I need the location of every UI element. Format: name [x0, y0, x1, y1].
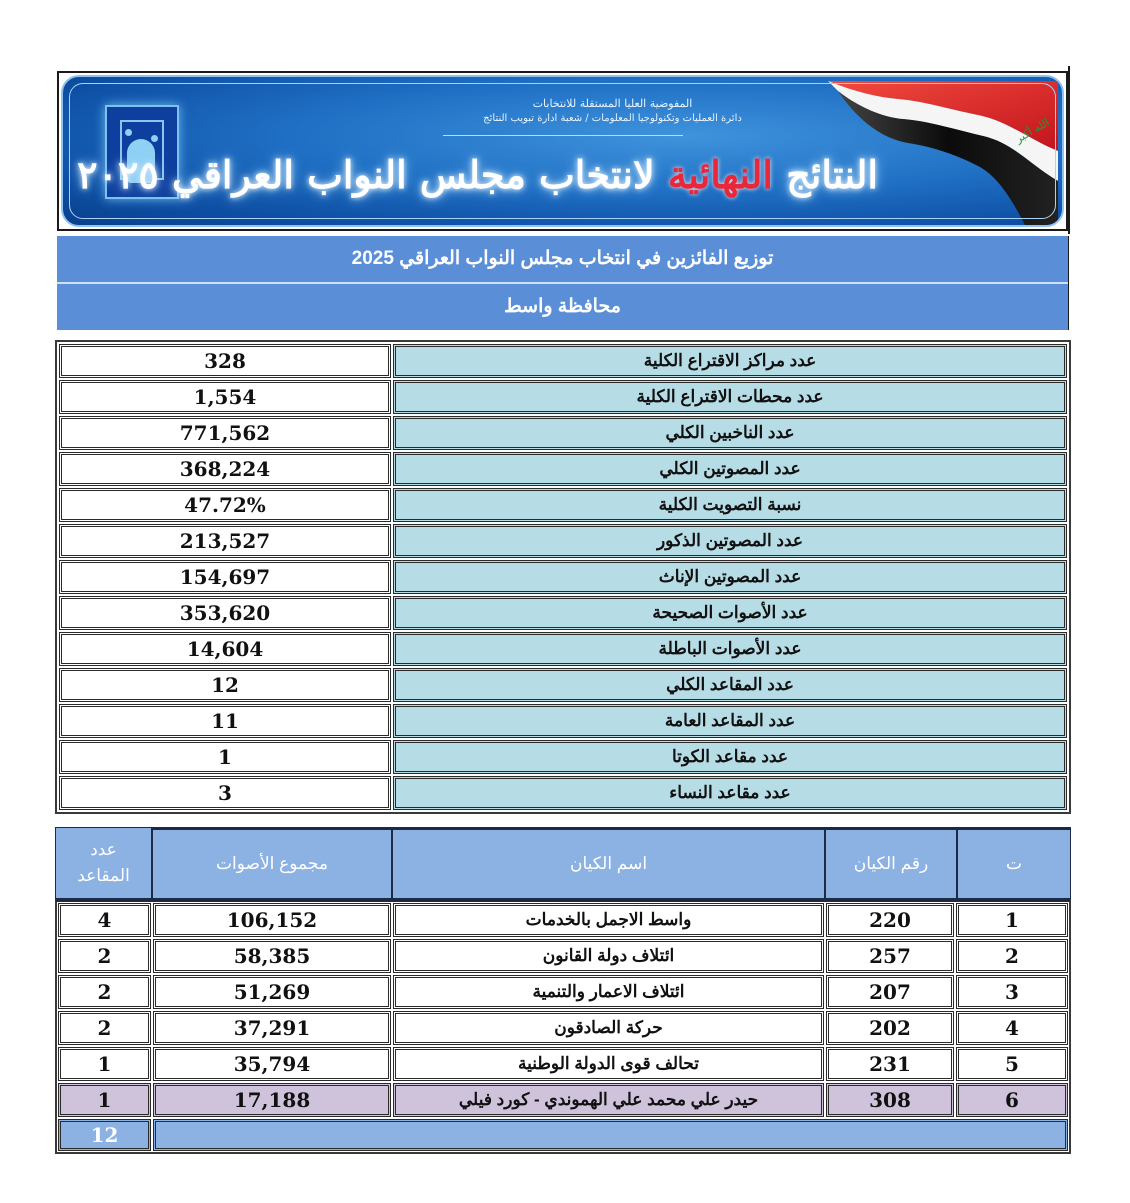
- stat-label: عدد المصوتين الكلي: [393, 452, 1067, 486]
- stat-row: [58, 559, 1068, 595]
- cell-entity-name: ائتلاف الاعمار والتنمية: [393, 975, 824, 1009]
- stat-value: 1,554: [59, 380, 391, 414]
- stat-row: [58, 595, 1068, 631]
- cell-seats: 4: [58, 903, 151, 937]
- stats-table: [55, 340, 1071, 814]
- cell-entity-number: 202: [826, 1011, 954, 1045]
- column-header-votes: مجموع الأصوات: [152, 827, 392, 899]
- cell-entity-number: 220: [826, 903, 954, 937]
- table-row: [57, 902, 1069, 938]
- stat-value: 3: [59, 776, 391, 810]
- cell-entity-name: حيدر علي محمد علي الهموندي - كورد فيلي: [393, 1083, 824, 1117]
- banner-title-part1: النتائج: [786, 152, 878, 197]
- cell-index: 5: [956, 1047, 1068, 1081]
- stat-value: 11: [59, 704, 391, 738]
- cell-votes: 58,385: [153, 939, 391, 973]
- cell-entity-name: حركة الصادقون: [393, 1011, 824, 1045]
- iraq-flag-icon: [828, 81, 1058, 227]
- results-table-header: [55, 827, 1071, 899]
- cell-index: 1: [956, 903, 1068, 937]
- stat-row: [58, 487, 1068, 523]
- stat-label: عدد الأصوات الباطلة: [393, 632, 1067, 666]
- column-header-seats-line2: المقاعد: [77, 866, 130, 885]
- table-row: [57, 974, 1069, 1010]
- banner-panel: [61, 75, 1064, 227]
- column-header-seats-line1: عدد: [90, 840, 117, 859]
- cell-entity-number: 231: [826, 1047, 954, 1081]
- stat-value: 1: [59, 740, 391, 774]
- stat-row: [58, 343, 1068, 379]
- cell-index: 4: [956, 1011, 1068, 1045]
- table-row: [57, 1010, 1069, 1046]
- cell-entity-name: تحالف قوى الدولة الوطنية: [393, 1047, 824, 1081]
- stat-label: عدد محطات الاقتراع الكلية: [393, 380, 1067, 414]
- province-title: محافظة واسط: [57, 284, 1068, 330]
- cell-entity-number: 257: [826, 939, 954, 973]
- banner-right-rule: [1068, 66, 1070, 234]
- column-header-entity-number: رقم الكيان: [825, 827, 957, 899]
- page-title: توزيع الفائزين في انتخاب مجلس النواب العراقي 2025: [57, 236, 1068, 284]
- column-header-seats: [55, 827, 152, 899]
- cell-seats: 2: [58, 1011, 151, 1045]
- stat-label: عدد المصوتين الإناث: [393, 560, 1067, 594]
- ihec-logo-icon: [105, 105, 179, 199]
- org-divider: [443, 135, 683, 136]
- stat-value: 368,224: [59, 452, 391, 486]
- stat-label: عدد الأصوات الصحيحة: [393, 596, 1067, 630]
- cell-index: 6: [956, 1083, 1068, 1117]
- table-row: [57, 938, 1069, 974]
- cell-entity-name: ائتلاف دولة القانون: [393, 939, 824, 973]
- table-row: [57, 1082, 1069, 1118]
- results-table: [55, 899, 1071, 1154]
- cell-seats: 1: [58, 1047, 151, 1081]
- banner-title: [77, 147, 878, 203]
- cell-votes: 51,269: [153, 975, 391, 1009]
- banner-title-part3: لانتخاب مجلس النواب العراقي ٢٠٢٥: [77, 152, 655, 197]
- stat-label: عدد المصوتين الذكور: [393, 524, 1067, 558]
- stat-value: 353,620: [59, 596, 391, 630]
- stat-row: [58, 415, 1068, 451]
- logo-figure: [127, 139, 155, 183]
- banner: [57, 71, 1068, 231]
- logo-frame: [120, 120, 164, 180]
- cell-seats: 2: [58, 939, 151, 973]
- cell-votes: 17,188: [153, 1083, 391, 1117]
- stat-label: عدد المقاعد الكلي: [393, 668, 1067, 702]
- total-row: [57, 1118, 1069, 1152]
- cell-index: 3: [956, 975, 1068, 1009]
- stat-label: عدد الناخبين الكلي: [393, 416, 1067, 450]
- banner-title-highlight: النهائية: [667, 152, 773, 197]
- total-row-filler: [153, 1119, 1068, 1151]
- table-row: [57, 1046, 1069, 1082]
- stat-row: [58, 775, 1068, 811]
- stat-row: [58, 379, 1068, 415]
- stat-value: 14,604: [59, 632, 391, 666]
- cell-seats: 1: [58, 1083, 151, 1117]
- stat-value: 154,697: [59, 560, 391, 594]
- total-seats: 12: [58, 1119, 151, 1151]
- column-header-index: ت: [957, 827, 1071, 899]
- cell-entity-name: واسط الاجمل بالخدمات: [393, 903, 824, 937]
- cell-seats: 2: [58, 975, 151, 1009]
- org-name: المفوضية العليا المستقلة للانتخابات: [532, 97, 693, 110]
- stat-value: 47.72%: [59, 488, 391, 522]
- stat-value: 12: [59, 668, 391, 702]
- stat-row: [58, 667, 1068, 703]
- cell-votes: 37,291: [153, 1011, 391, 1045]
- cell-votes: 35,794: [153, 1047, 391, 1081]
- org-department: دائرة العمليات وتكنولوجيا المعلومات / شعبة ادارة تبويب النتائج: [483, 113, 742, 124]
- stat-row: [58, 523, 1068, 559]
- stat-value: 771,562: [59, 416, 391, 450]
- stat-value: 213,527: [59, 524, 391, 558]
- cell-entity-number: 308: [826, 1083, 954, 1117]
- stat-label: نسبة التصويت الكلية: [393, 488, 1067, 522]
- cell-index: 2: [956, 939, 1068, 973]
- column-header-entity-name: اسم الكيان: [392, 827, 825, 899]
- stat-value: 328: [59, 344, 391, 378]
- stat-label: عدد مقاعد الكوتا: [393, 740, 1067, 774]
- stat-row: [58, 451, 1068, 487]
- stat-row: [58, 703, 1068, 739]
- stat-label: عدد مقاعد النساء: [393, 776, 1067, 810]
- stat-label: عدد مراكز الاقتراع الكلية: [393, 344, 1067, 378]
- stat-row: [58, 739, 1068, 775]
- logo-dot: [151, 135, 158, 142]
- logo-dot: [125, 129, 132, 136]
- stat-label: عدد المقاعد العامة: [393, 704, 1067, 738]
- cell-entity-number: 207: [826, 975, 954, 1009]
- stat-row: [58, 631, 1068, 667]
- flag-takbir-text: الله أكبر: [1013, 115, 1052, 146]
- cell-votes: 106,152: [153, 903, 391, 937]
